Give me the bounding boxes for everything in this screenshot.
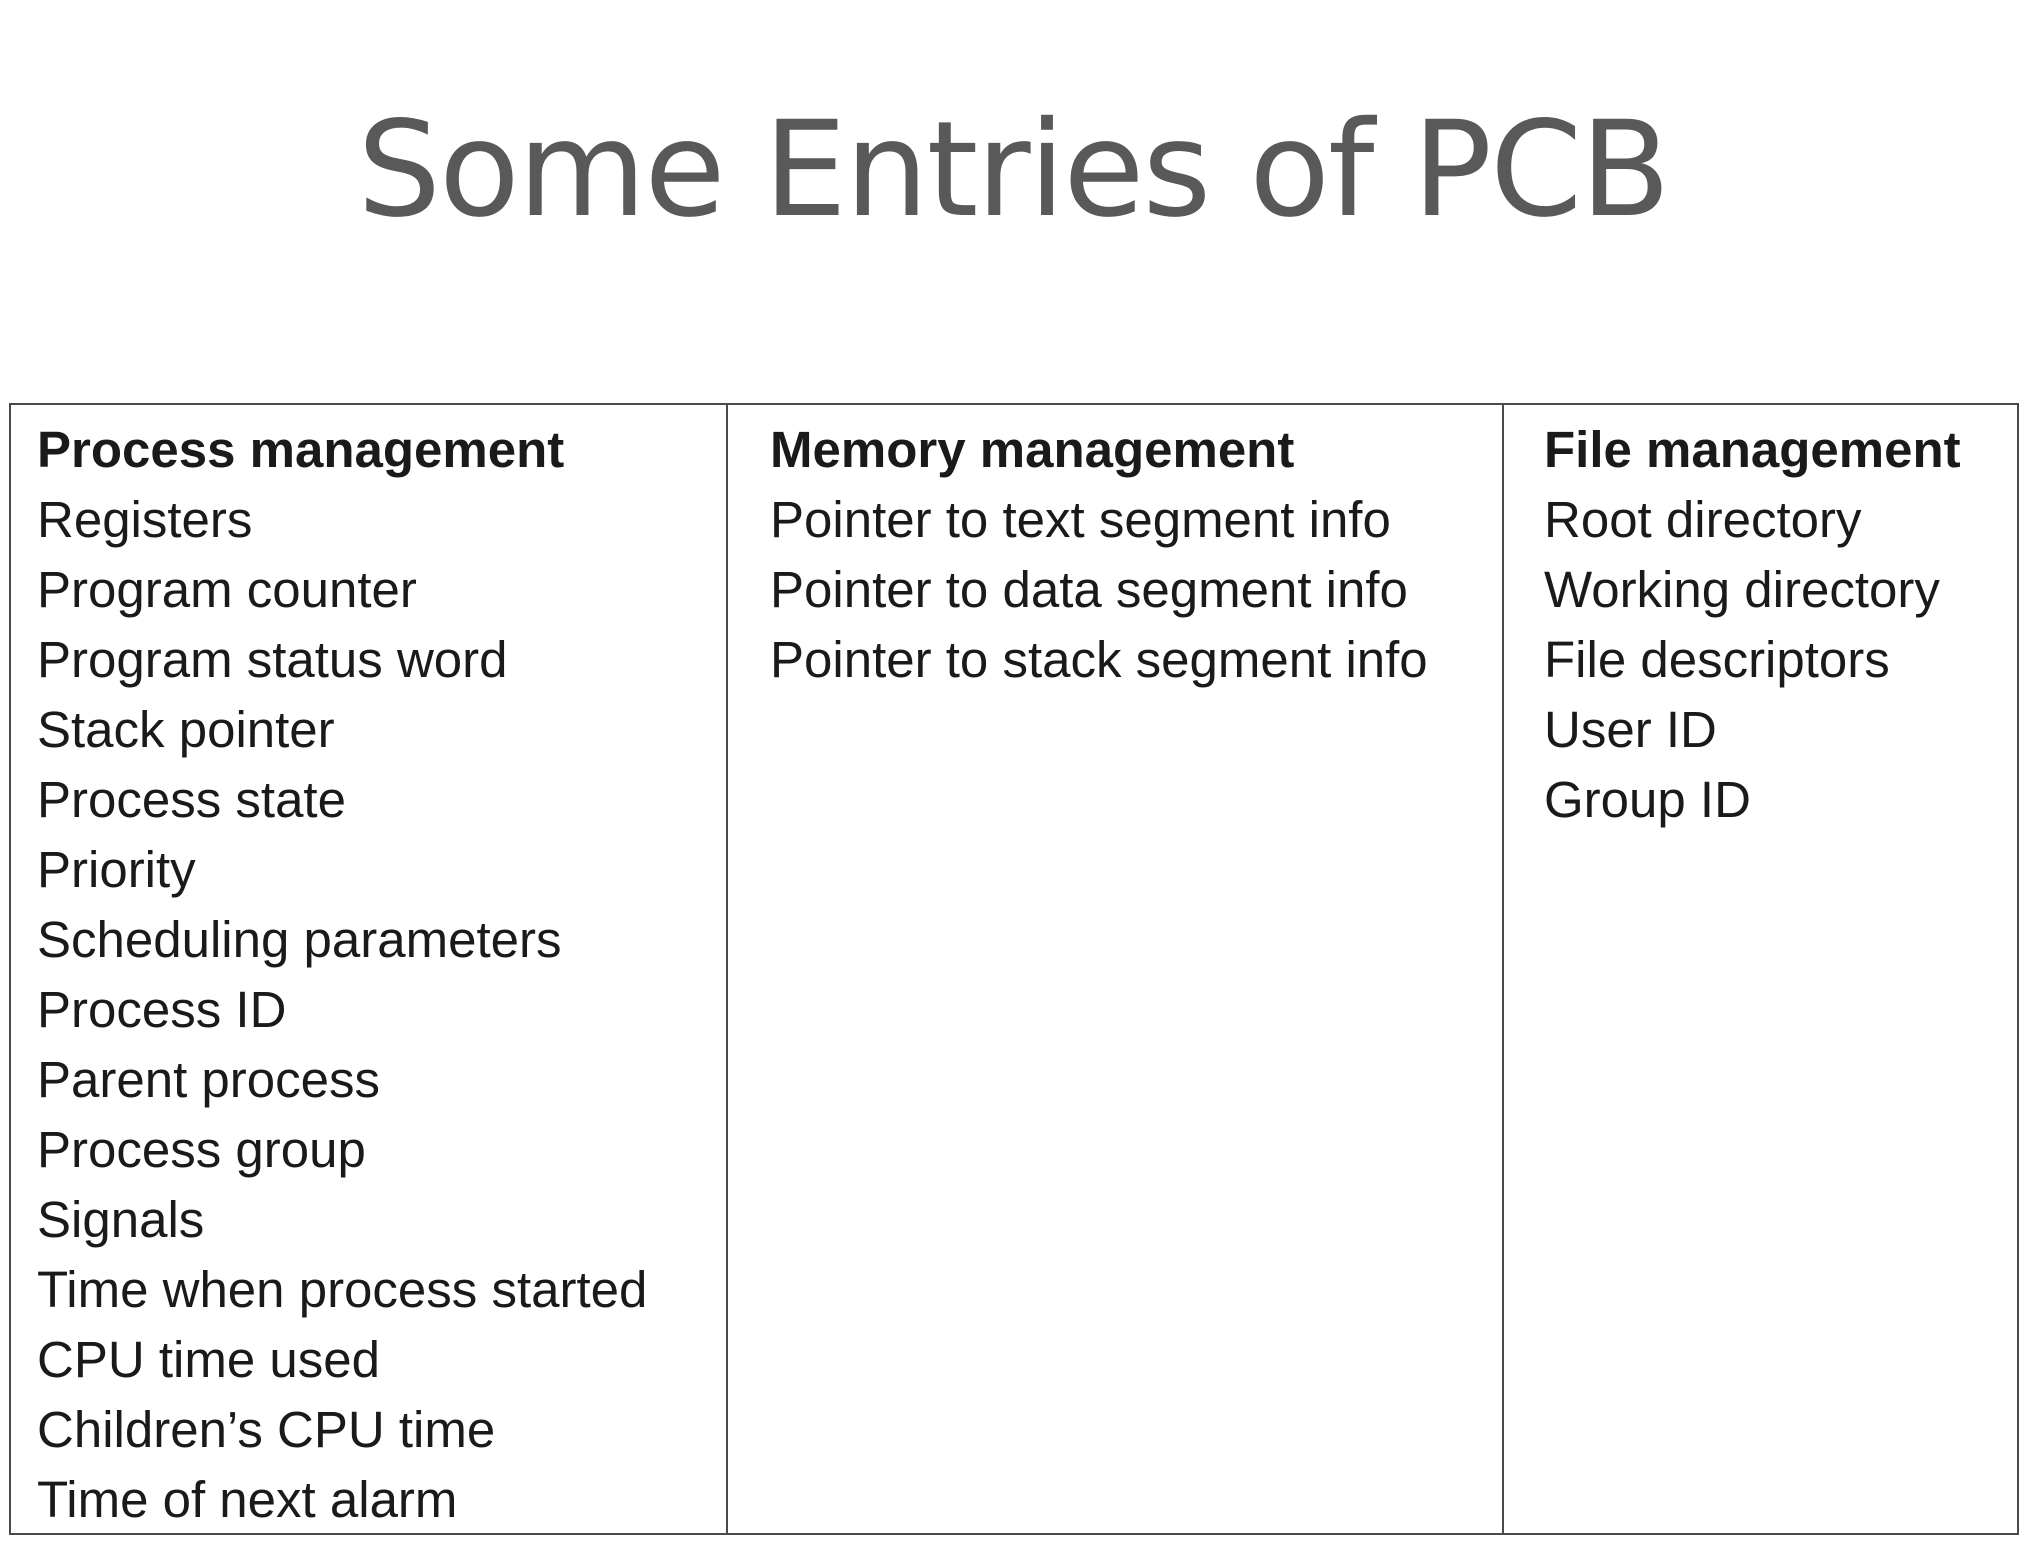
list-item: Process ID [37, 981, 287, 1038]
list-item: Program status word [37, 631, 508, 688]
process-management-list [37, 485, 726, 1535]
list-item: Pointer to data segment info [770, 561, 1408, 618]
slide-title: Some Entries of PCB [357, 93, 1669, 247]
column-header-file-management: File management [1544, 421, 1961, 478]
list-item: CPU time used [37, 1331, 380, 1388]
list-item: Working directory [1544, 561, 1940, 618]
column-header-memory-management: Memory management [770, 421, 1295, 478]
list-item: User ID [1544, 701, 1717, 758]
list-item: Priority [37, 841, 196, 898]
file-management-list [1544, 485, 2017, 835]
list-item: Children’s CPU time [37, 1401, 496, 1458]
list-item: Process state [37, 771, 346, 828]
list-item: File descriptors [1544, 631, 1890, 688]
memory-management-list [770, 485, 1502, 695]
list-item: Registers [37, 491, 253, 548]
list-item: Program counter [37, 561, 417, 618]
column-file-management [1504, 405, 2017, 1533]
list-item: Pointer to stack segment info [770, 631, 1428, 688]
list-item: Root directory [1544, 491, 1862, 548]
list-item: Parent process [37, 1051, 381, 1108]
column-header-process-management: Process management [37, 421, 565, 478]
list-item: Time when process started [37, 1261, 648, 1318]
column-process-management [11, 405, 728, 1533]
list-item: Pointer to text segment info [770, 491, 1391, 548]
list-item: Process group [37, 1121, 366, 1178]
list-item: Time of next alarm [37, 1471, 458, 1528]
pcb-entries-table [9, 403, 2019, 1535]
list-item: Group ID [1544, 771, 1751, 828]
list-item: Stack pointer [37, 701, 335, 758]
list-item: Signals [37, 1191, 205, 1248]
list-item: Scheduling parameters [37, 911, 562, 968]
column-memory-management [728, 405, 1504, 1533]
